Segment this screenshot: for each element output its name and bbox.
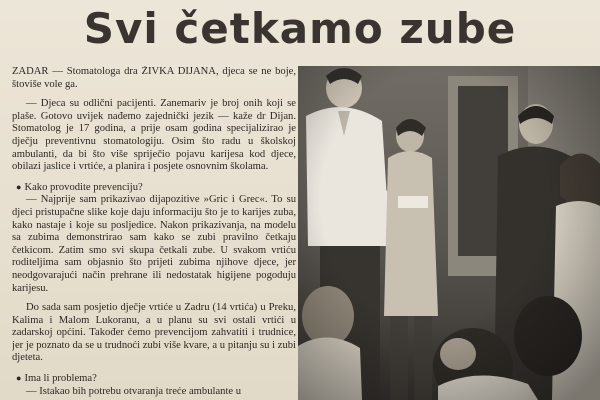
article-paragraph: — Djeca su odlični pacijenti. Zanemariv je broj onih koji se plaše. Gotovo uvijek nađemo zajednički jezik — kaže dr Dijan. Stomatolog je 17 godina, a prije osam godina specijalizirao je dječju preventivnu stomatologiju. Osim što radu u školskoj ambulanti, da bi što više spriječio pojavu karijesa kod djece, obilazi jaslice i vrtiće, a planira i posjete osnovnim školama.: [12, 98, 296, 173]
bullet-icon: ●: [16, 373, 22, 384]
question-text: Ima li problema?: [24, 373, 97, 385]
question-text: Kako provodite prevenciju?: [24, 181, 143, 193]
article-lead: ZADAR — Stomatologa dra ŽIVKA DIJANA, djeca se ne boje, štoviše vole ga.: [12, 66, 296, 90]
interview-answer: — Istakao bih potrebu otvaranja treće ambulante u: [26, 385, 242, 397]
article-body: [12, 66, 296, 400]
photo-dentist-with-children-icon: [298, 66, 600, 400]
headline: Svi četkamo zube: [83, 4, 517, 53]
interview-answer: — Najprije sam prikazivao dijapozitive »Gric i Grec«. To su djeci pristupačne slike koje daju informaciju što je to karijes zuba, kako nastaje i koje su posljedice. Nakon prikazivanja, na modelu sa zubima demonstrirao sam kako se zubi pravilno četkaju četkicom. Zatim smo svi skupa četkali zube. U svakom vrtiću roditeljima sam objasnio što prijeti zubima njihove djece, jer neodgovarajući način prehrane ili nedostatak higijene pogoduju karijesu.: [12, 194, 296, 294]
article-paragraph: Do sada sam posjetio dječje vrtiće u Zadru (14 vrtića) u Preku, Kalima i Malom Lukoranu, a u planu su svi ostali vrtići u zadarskoj općini. Također ćemo prevencijom zahvatiti i trudnice, jer je poznato da se u trudnoći zubi više kvare, a u pitanju su i zubi djeteta.: [12, 302, 296, 364]
interview-question: [12, 372, 296, 386]
interview-question: [12, 181, 296, 195]
article-photo: [298, 66, 600, 400]
bullet-icon: ●: [16, 181, 22, 192]
